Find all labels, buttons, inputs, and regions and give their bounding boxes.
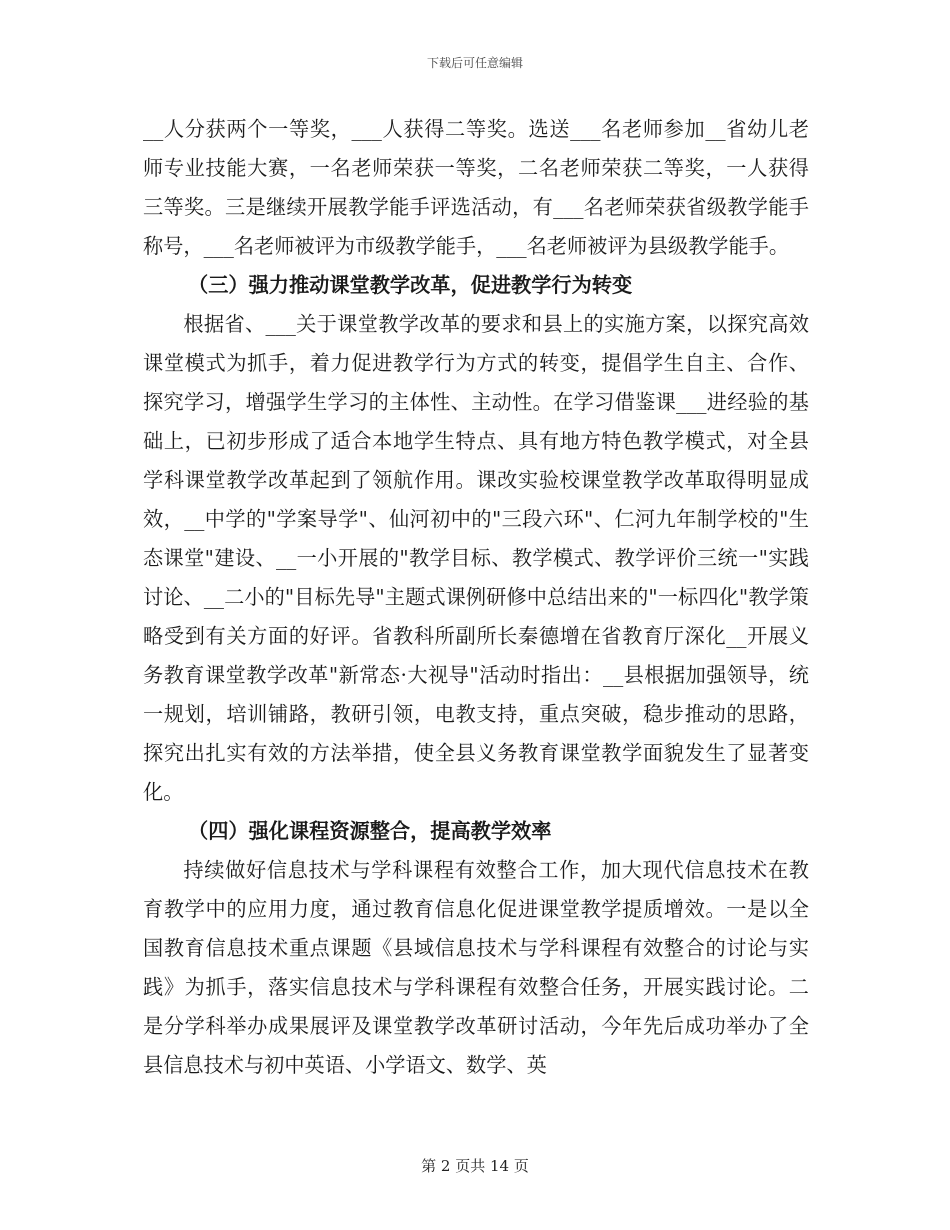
paragraph-classroom-reform: 根据省、___关于课堂教学改革的要求和县上的实施方案，以探究高效课堂模式为抓手，着力促进教学行为方式的转变，提倡学生自主、合作、探究学习，增强学生学习的主体性、主动性。在学习借鉴课___进经验的基础上，已初步形成了适合本地学生特点、具有地方特色教学模式，对全县学科课堂教学改革起到了领航作用。课改实验校课堂教学改革取得明显成效，__中学的"学案导学"、仙河初中的"三段六环"、仁河九年制学校的"生态课堂"建设、__一小开展的"教学目标、教学模式、教学评价三统一"实践讨论、__二小的"目标先导"主题式课例研修中总结出来的"一标四化"教学策略受到有关方面的好评。省教科所副所长秦德增在省教育厅深化__开展义务教育课堂教学改革"新常态·大视导"活动时指出：__县根据加强领导，统一规划，培训铺路，教研引领，电教支持，重点突破，稳步推动的思路，探究出扎实有效的方法举措，使全县义务教育课堂教学面貌发生了显著变化。	[143, 312, 809, 804]
section-heading-4: （四）强化课程资源整合，提高教学效率	[188, 819, 552, 843]
paragraph-awards: __人分获两个一等奖，___人获得二等奖。选送___名老师参加__省幼儿老师专业技能大赛，一名老师荣获一等奖，二名老师荣获二等奖，一人获得三等奖。三是继续开展教学能手评选活动，有___名老师荣获省级教学能手称号，___名老师被评为市级教学能手，___名老师被评为县级教学能手。	[143, 117, 809, 258]
page-header: 下载后可任意编辑	[426, 56, 523, 70]
section-heading-3: （三）强力推动课堂教学改革，促进教学行为转变	[188, 273, 633, 297]
document-body	[143, 110, 809, 1085]
page-footer: 第 2 页共 14 页	[421, 1157, 529, 1175]
paragraph-resource-integration: 持续做好信息技术与学科课程有效整合工作，加大现代信息技术在教育教学中的应用力度，通过教育信息化促进课堂教学提质增效。一是以全国教育信息技术重点课题《县域信息技术与学科课程有效整合的讨论与实践》为抓手，落实信息技术与学科课程有效整合任务，开展实践讨论。二是分学科举办成果展评及课堂教学改革研讨活动，今年先后成功举办了全县信息技术与初中英语、小学语文、数学、英	[143, 858, 809, 1077]
